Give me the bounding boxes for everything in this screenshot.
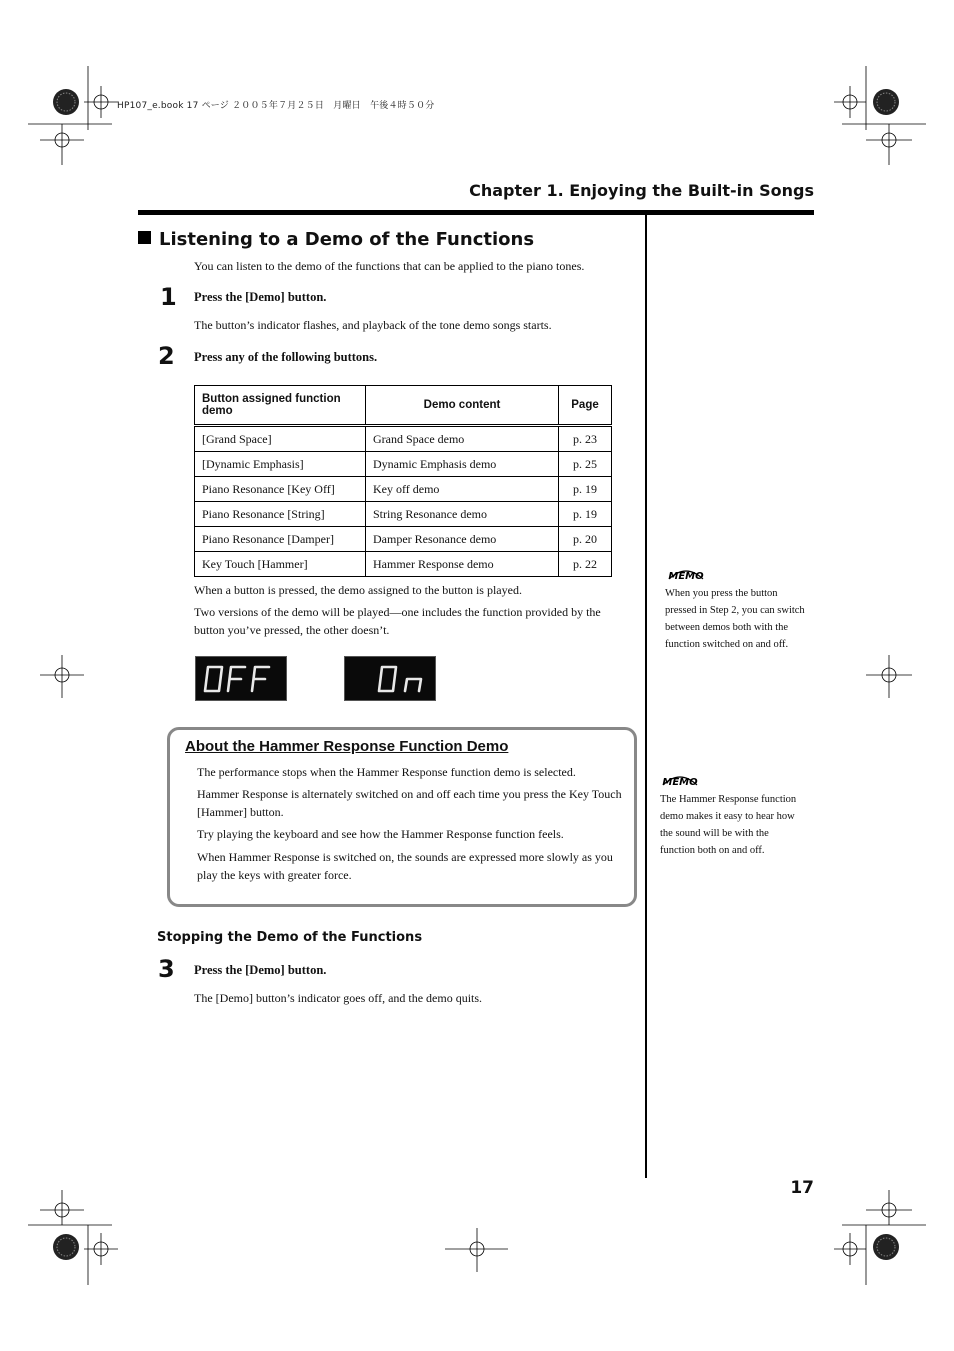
table-cell: p. 20 — [559, 527, 612, 552]
column-header: Demo content — [366, 386, 559, 426]
table-cell: p. 25 — [559, 452, 612, 477]
display-off — [195, 656, 287, 701]
about-paragraph: Hammer Response is alternately switched on and off each time you press the Key Touch [Hammer] button. — [197, 787, 622, 819]
step-number: 3 — [158, 955, 175, 983]
table-cell: Key off demo — [366, 477, 559, 502]
section-intro: You can listen to the demo of the functions that can be applied to the piano tones. — [194, 259, 585, 273]
table-row — [195, 552, 612, 577]
column-divider — [645, 215, 647, 1178]
table-row — [195, 527, 612, 552]
step-instruction: Press the [Demo] button. — [194, 963, 327, 977]
square-bullet-icon — [138, 231, 151, 244]
step-number: 2 — [158, 342, 175, 370]
display-on — [344, 656, 436, 701]
table-cell: [Dynamic Emphasis] — [195, 452, 366, 477]
step-detail: The [Demo] button’s indicator goes off, and the demo quits. — [194, 991, 483, 1005]
segment-display-off — [196, 657, 286, 700]
segment-display-on — [345, 657, 435, 700]
after-table-paragraph: Two versions of the demo will be played—one includes the function provided by the button you’ve pressed, the other doesn’t. — [194, 605, 601, 637]
memo-text: The Hammer Response function demo makes it easy to hear how the sound will be with the function both on and off. — [660, 794, 797, 856]
memo-icon — [660, 771, 700, 793]
about-box-title: About the Hammer Response Function Demo — [185, 738, 509, 755]
table-cell: Grand Space demo — [366, 426, 559, 452]
table-cell: Piano Resonance [Key Off] — [195, 477, 366, 502]
about-paragraph: The performance stops when the Hammer Response function demo is selected. — [197, 765, 576, 779]
about-paragraph: Try playing the keyboard and see how the Hammer Response function feels. — [197, 827, 564, 841]
step-detail: The button’s indicator flashes, and playback of the tone demo songs starts. — [194, 318, 552, 332]
step-number: 1 — [160, 283, 177, 311]
table-cell: p. 22 — [559, 552, 612, 577]
memo-icon — [666, 565, 706, 587]
table-cell: p. 19 — [559, 477, 612, 502]
table-cell: [Grand Space] — [195, 426, 366, 452]
table-cell: Dynamic Emphasis demo — [366, 452, 559, 477]
table-cell: p. 19 — [559, 502, 612, 527]
table-row — [195, 452, 612, 477]
section-title — [138, 229, 534, 250]
table-cell: Hammer Response demo — [366, 552, 559, 577]
table-cell: Key Touch [Hammer] — [195, 552, 366, 577]
svg-text:MEMO: MEMO — [668, 571, 704, 582]
table-cell: Damper Resonance demo — [366, 527, 559, 552]
section-title-text: Listening to a Demo of the Functions — [159, 229, 535, 250]
print-header: HP107_e.book 17 ページ ２００５年７月２５日 月曜日 午後４時５０分 — [117, 101, 435, 111]
subsection-title: Stopping the Demo of the Functions — [157, 930, 423, 945]
table-cell: String Resonance demo — [366, 502, 559, 527]
table-row — [195, 426, 612, 452]
table-cell: p. 23 — [559, 426, 612, 452]
chapter-title: Chapter 1. Enjoying the Built-in Songs — [469, 181, 814, 200]
table-cell: Piano Resonance [String] — [195, 502, 366, 527]
memo-text: When you press the button pressed in Step 2, you can switch between demos both with the function switched on and off. — [665, 588, 805, 650]
step-instruction: Press the [Demo] button. — [194, 290, 327, 304]
table-row — [195, 477, 612, 502]
table-header-row — [195, 386, 612, 426]
svg-text:MEMO: MEMO — [662, 777, 698, 788]
header-rule — [138, 210, 814, 215]
column-header: Button assigned function demo — [195, 386, 366, 426]
after-table-paragraph: When a button is pressed, the demo assigned to the button is played. — [194, 583, 522, 597]
table-row — [195, 502, 612, 527]
step-instruction: Press any of the following buttons. — [194, 350, 378, 364]
column-header: Page — [559, 386, 612, 426]
page-number: 17 — [790, 1178, 814, 1198]
demo-table — [194, 385, 612, 577]
about-paragraph: When Hammer Response is switched on, the sounds are expressed more slowly as you play the keys with greater force. — [197, 850, 613, 882]
table-cell: Piano Resonance [Damper] — [195, 527, 366, 552]
